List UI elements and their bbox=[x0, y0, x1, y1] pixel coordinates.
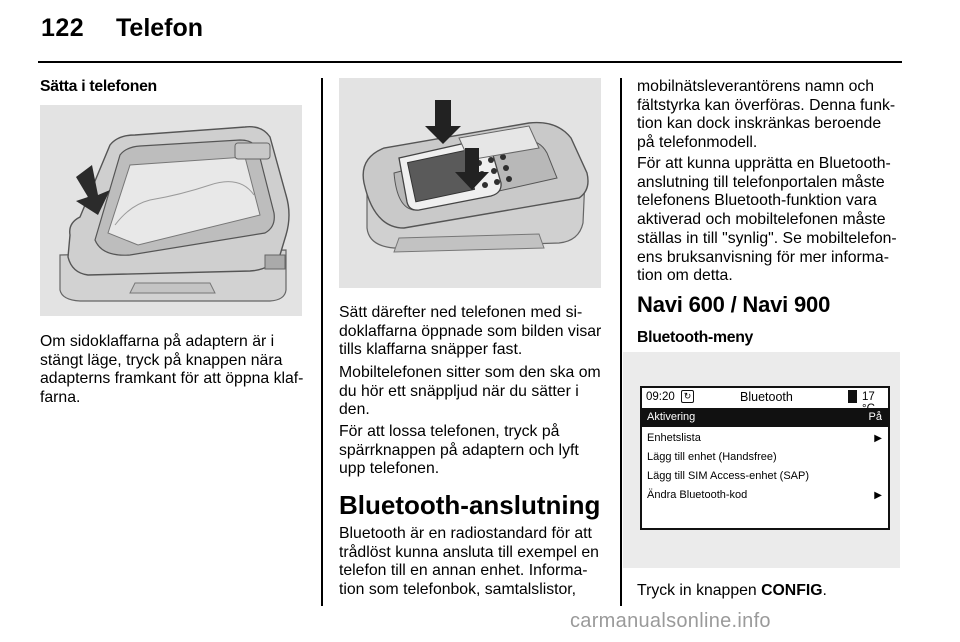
text-line: För att lossa telefonen, tryck på bbox=[339, 423, 560, 440]
col1-paragraph bbox=[40, 333, 310, 408]
text-line: doklaffarna öppnade som bilden visar bbox=[339, 322, 602, 340]
header-rule bbox=[38, 61, 902, 63]
text-line: Mobiltelefonen sitter som den ska om bbox=[339, 364, 601, 381]
menu-item-label: Lägg till SIM Access-enhet (SAP) bbox=[647, 470, 810, 482]
text-line: anslutning till telefonportalen måste bbox=[637, 173, 885, 191]
clock: 09:20 bbox=[646, 391, 675, 403]
chapter-title: Telefon bbox=[116, 14, 204, 42]
text-line: Sätt därefter ned telefonen med si- bbox=[339, 304, 583, 321]
column-divider-left bbox=[321, 78, 323, 606]
menu-item-label: Ändra Bluetooth-kod bbox=[647, 489, 748, 501]
column-divider-right bbox=[620, 78, 622, 606]
col2-paragraph-4 bbox=[339, 525, 609, 600]
text-line: upp telefonen. bbox=[339, 460, 440, 478]
text-line: adapterns framkant för att öppna klaf- bbox=[40, 370, 304, 388]
menu-item-label: Aktivering bbox=[647, 411, 696, 423]
watermark: carmanualsonline.info bbox=[570, 610, 771, 632]
figure-adapter-open-flaps bbox=[40, 105, 302, 316]
text-line: stängt läge, tryck på knappen nära bbox=[40, 351, 283, 369]
refresh-icon: ↻ bbox=[681, 390, 694, 403]
menu-item-value: På bbox=[868, 411, 882, 423]
section-heading: Bluetooth-anslutning bbox=[339, 490, 601, 520]
text-line: den. bbox=[339, 401, 370, 419]
menu-item-label: Lägg till enhet (Handsfree) bbox=[647, 451, 777, 463]
section-subheading: Sätta i telefonen bbox=[40, 78, 157, 95]
text-line: Bluetooth är en radiostandard för att bbox=[339, 525, 592, 542]
text-line: på telefonmodell. bbox=[637, 134, 758, 152]
text-line: mobilnätsleverantörens namn och bbox=[637, 78, 875, 95]
section-heading-navi: Navi 600 / Navi 900 bbox=[637, 292, 831, 317]
config-key-label: CONFIG bbox=[761, 582, 823, 599]
bluetooth-menu-screenshot bbox=[623, 352, 900, 568]
temperature: 17 bbox=[862, 391, 875, 403]
adapter-illustration bbox=[40, 105, 302, 316]
text-line: tills klaffarna snäpper fast. bbox=[339, 341, 523, 359]
menu-item-aktivering[interactable] bbox=[642, 408, 888, 427]
col3-paragraph-2 bbox=[637, 155, 907, 286]
phone-adapter-illustration bbox=[339, 78, 601, 288]
text-line: ens bruksanvisning för mer informa- bbox=[637, 248, 889, 266]
instruction-text: Tryck in knappen bbox=[637, 582, 762, 599]
text-line: aktiverad och mobiltelefonen måste bbox=[637, 211, 886, 229]
text-line: tion om detta. bbox=[637, 267, 733, 285]
text-line: Om sidoklaffarna på adaptern är i bbox=[40, 333, 275, 350]
figure-phone-inserted bbox=[339, 78, 601, 288]
menu-item-add-sap[interactable] bbox=[642, 467, 888, 486]
text-line: du hör ett snäppljud när du sätter i bbox=[339, 382, 579, 400]
text-line: ställas in till "synlig". Se mobiltelefon- bbox=[637, 229, 897, 247]
menu-item-label: Enhetslista bbox=[647, 432, 701, 444]
text-line: telefon till en annan enhet. Informa- bbox=[339, 562, 588, 580]
col3-footer-instruction bbox=[637, 582, 827, 601]
thermometer-icon bbox=[848, 390, 857, 403]
display-frame bbox=[640, 386, 890, 530]
text-line: spärrknappen på adaptern och lyft bbox=[339, 441, 579, 459]
col2-paragraph-3 bbox=[339, 423, 609, 479]
display-title: Bluetooth bbox=[740, 390, 793, 404]
text-line: För att kunna upprätta en Bluetooth- bbox=[637, 155, 891, 172]
section-subheading-bt-menu: Bluetooth-meny bbox=[637, 329, 754, 346]
display-header bbox=[642, 388, 888, 406]
menu-item-enhetslista[interactable] bbox=[642, 429, 888, 448]
text-line: farna. bbox=[40, 389, 81, 407]
text-line: tion kan dock inskränkas beroende bbox=[637, 115, 882, 133]
page-number: 122 bbox=[41, 14, 85, 42]
col3-paragraph-1 bbox=[637, 78, 907, 153]
chevron-right-icon: ▶ bbox=[874, 433, 882, 444]
chevron-right-icon: ▶ bbox=[874, 490, 882, 501]
menu-item-change-code[interactable] bbox=[642, 486, 888, 505]
instruction-end: . bbox=[822, 582, 827, 599]
col2-paragraph-2 bbox=[339, 364, 609, 420]
text-line: tion som telefonbok, samtalslistor, bbox=[339, 581, 577, 599]
text-line: telefonens Bluetooth-funktion vara bbox=[637, 192, 877, 210]
text-line: fältstyrka kan överföras. Denna funk- bbox=[637, 96, 896, 114]
text-line: trådlöst kunna ansluta till exempel en bbox=[339, 543, 599, 561]
col2-paragraph-1 bbox=[339, 304, 609, 360]
menu-item-add-handsfree[interactable] bbox=[642, 448, 888, 467]
